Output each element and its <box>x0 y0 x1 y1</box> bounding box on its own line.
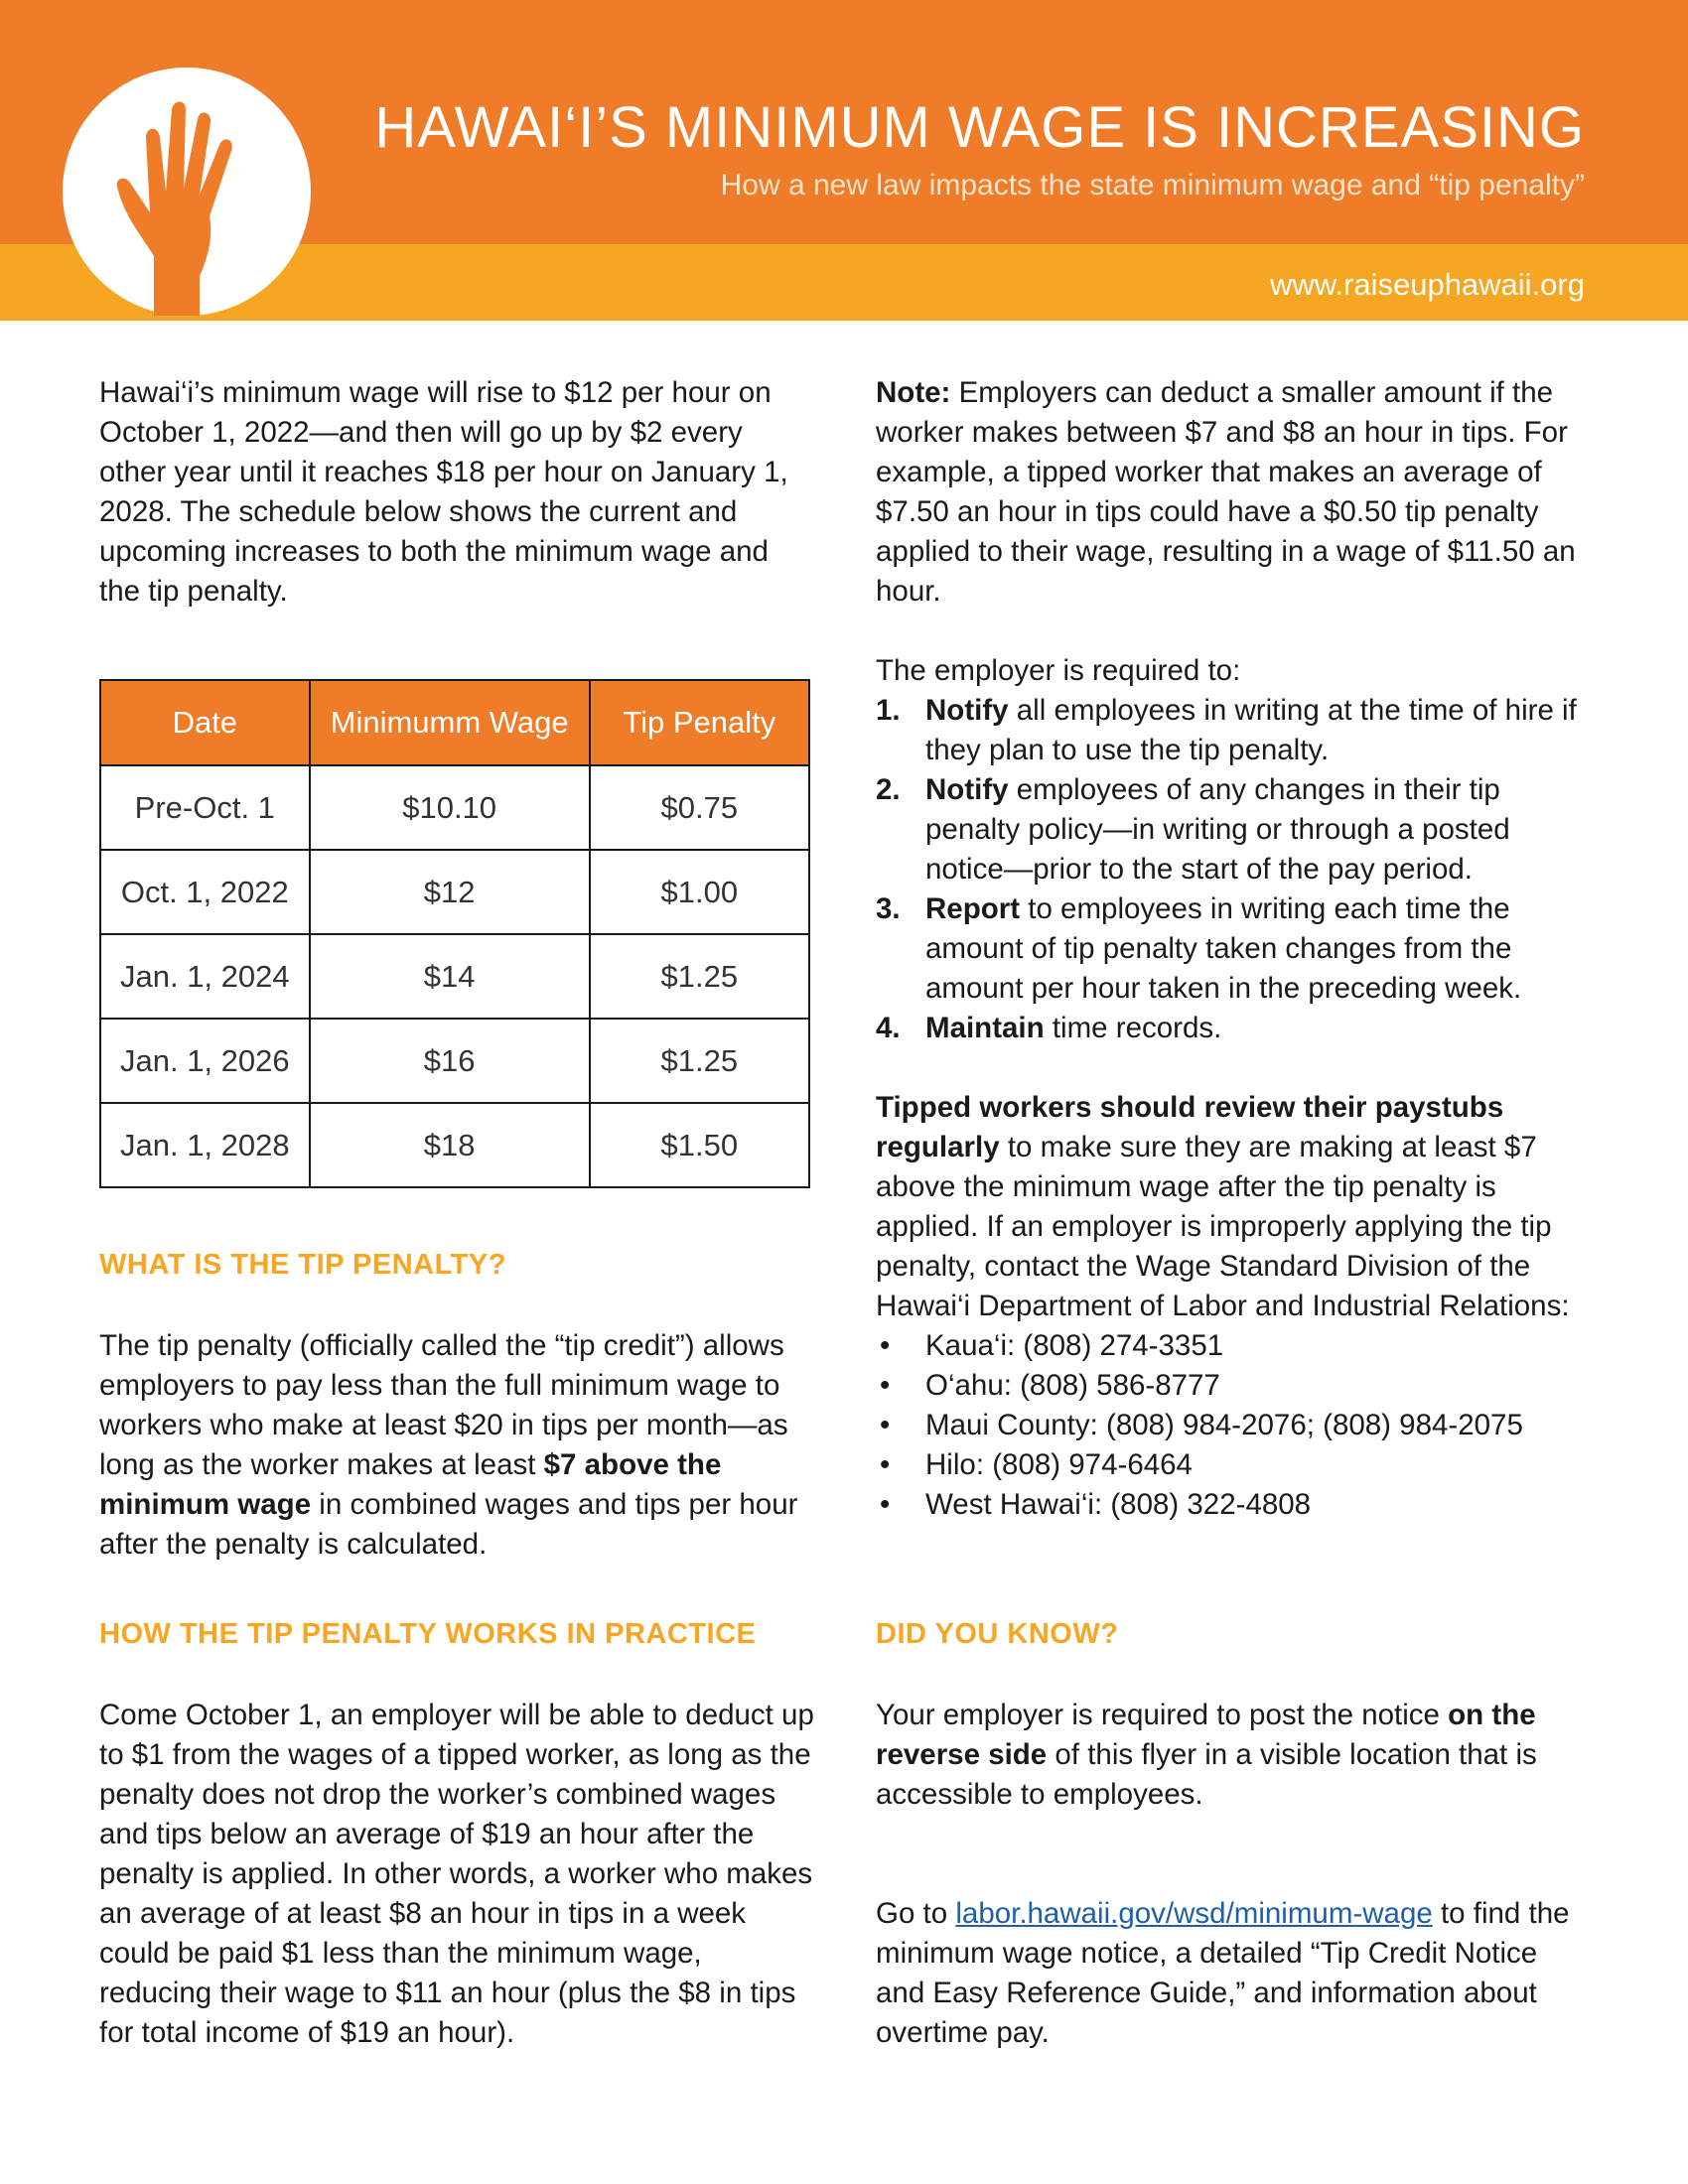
list-item-bold: Notify <box>925 773 1009 806</box>
page-title: HAWAI‘I’S MINIMUM WAGE IS INCREASING <box>374 95 1585 160</box>
requirements-intro: The employer is required to: <box>876 654 1241 687</box>
table-cell-penalty: $1.50 <box>590 1103 809 1187</box>
did-you-know-paragraph <box>876 1696 1591 1815</box>
list-item <box>876 1009 1591 1048</box>
table-cell-penalty: $1.00 <box>590 850 809 934</box>
note-text: Employers can deduct a smaller amount if the worker makes between $7 and $8 an hour in tips. For example, a tipped worker that makes an average of $7.50 an hour in tips could have a $0.50 tip penalty applied to their wage, resulting in a wage of $11.50 an hour. <box>876 376 1576 608</box>
table-cell-date: Jan. 1, 2028 <box>100 1103 310 1187</box>
table-cell-wage: $10.10 <box>310 765 590 850</box>
page-subtitle: How a new law impacts the state minimum wage and “tip penalty” <box>720 169 1585 202</box>
contact-text: Maui County: (808) 984-2076; (808) 984-2075 <box>925 1409 1523 1441</box>
list-number: 3. <box>876 892 901 925</box>
practice-paragraph <box>99 1696 814 2053</box>
table-row <box>100 1019 809 1103</box>
intro-text: Hawai‘i’s minimum wage will rise to $12 per hour on October 1, 2022—and then will go up by $2 every other year until it reaches $18 per hour on January 1, 2028. The schedule below shows the current and upcoming increases to both the minimum wage and the tip penalty. <box>99 376 788 608</box>
list-item <box>876 1406 1591 1445</box>
review-text: to make sure they are making at least $7 above the minimum wage after the tip penalty is applied. If an employer is improperly applying the tip penalty, contact the Wage Standard Division of the Hawai‘i Department of Labor and Industrial Relations: <box>876 1131 1570 1322</box>
website-link[interactable]: www.raiseuphawaii.org <box>1269 267 1585 302</box>
right-column <box>876 373 1591 1525</box>
requirements-list <box>876 691 1591 1048</box>
list-item <box>876 1445 1591 1485</box>
goto-text: Go to <box>876 1897 956 1930</box>
table-row <box>100 765 809 850</box>
list-number: 2. <box>876 773 901 806</box>
did-you-know-bold: on the reverse side <box>876 1699 1536 1771</box>
contact-text: West Hawai‘i: (808) 322-4808 <box>925 1488 1312 1521</box>
did-you-know-heading: DID YOU KNOW? <box>876 1618 1119 1650</box>
minimum-wage-link[interactable]: labor.hawaii.gov/wsd/minimum-wage <box>955 1897 1433 1930</box>
table-cell-wage: $14 <box>310 934 590 1019</box>
table-cell-penalty: $1.25 <box>590 934 809 1019</box>
contact-list <box>876 1326 1591 1525</box>
tip-penalty-bold: $7 above the minimum wage <box>99 1448 722 1521</box>
review-bold: Tipped workers should review their paystubs regularly <box>876 1091 1504 1163</box>
contact-text: Kaua‘i: (808) 274-3351 <box>925 1329 1224 1362</box>
logo <box>63 68 311 316</box>
wage-schedule-table <box>99 679 810 1188</box>
table-header-cell: Minimumm Wage <box>310 680 590 765</box>
review-paragraph <box>876 1088 1591 1326</box>
list-item-bold: Maintain <box>925 1012 1045 1044</box>
practice-text: Come October 1, an employer will be able to deduct up to $1 from the wages of a tipped worker, as long as the penalty does not drop the worker’s combined wages and tips below an average of $19 an hour after the penalty is applied. In other words, a worker who makes an average of at least $8 an hour in tips in a week could be paid $1 less than the minimum wage, reducing their wage to $11 an hour (plus the $8 in tips for total income of $19 an hour). <box>99 1699 814 2049</box>
tip-penalty-heading: WHAT IS THE TIP PENALTY? <box>99 1249 506 1281</box>
table-row <box>100 934 809 1019</box>
table-row <box>100 850 809 934</box>
table-cell-penalty: $1.25 <box>590 1019 809 1103</box>
note-label: Note: <box>876 376 951 409</box>
goto-text-end: to find the minimum wage notice, a detailed “Tip Credit Notice and Easy Reference Guide,” and information about overtime pay. <box>876 1897 1570 2049</box>
list-item-bold: Report <box>925 892 1021 925</box>
bullet: • <box>880 1488 891 1521</box>
did-you-know-text: Your employer is required to post the notice <box>876 1699 1449 1731</box>
list-item-text: employees of any changes in their tip penalty policy—in writing or through a posted notice—prior to the start of the pay period. <box>925 773 1510 886</box>
table-cell-date: Oct. 1, 2022 <box>100 850 310 934</box>
contact-text: O‘ahu: (808) 586-8777 <box>925 1369 1220 1402</box>
list-number: 4. <box>876 1012 901 1044</box>
table-row <box>100 1103 809 1187</box>
bullet: • <box>880 1329 891 1362</box>
table-cell-penalty: $0.75 <box>590 765 809 850</box>
bullet: • <box>880 1369 891 1402</box>
bullet: • <box>880 1448 891 1481</box>
list-item <box>876 691 1591 770</box>
list-item <box>876 770 1591 889</box>
list-item-text: all employees in writing at the time of hire if they plan to use the tip penalty. <box>925 694 1577 766</box>
contact-text: Hilo: (808) 974-6464 <box>925 1448 1193 1481</box>
table-cell-wage: $18 <box>310 1103 590 1187</box>
table-header-row <box>100 680 809 765</box>
table-cell-date: Jan. 1, 2024 <box>100 934 310 1019</box>
practice-heading: HOW THE TIP PENALTY WORKS IN PRACTICE <box>99 1618 757 1650</box>
table-header-cell: Date <box>100 680 310 765</box>
tip-penalty-paragraph <box>99 1326 814 1565</box>
raised-hand-icon <box>63 68 311 316</box>
list-item <box>876 1326 1591 1366</box>
list-item-text: time records. <box>1044 1012 1222 1044</box>
table-cell-wage: $16 <box>310 1019 590 1103</box>
did-you-know-text-end: of this flyer in a visible location that is accessible to employees. <box>876 1738 1537 1811</box>
intro-paragraph <box>99 373 814 612</box>
tip-penalty-text-end: in combined wages and tips per hour after the penalty is calculated. <box>99 1488 798 1561</box>
list-item-text: to employees in writing each time the amount of tip penalty taken changes from the amount per hour taken in the preceding week. <box>925 892 1522 1005</box>
list-item <box>876 889 1591 1009</box>
list-item-bold: Notify <box>925 694 1009 727</box>
goto-paragraph <box>876 1894 1591 2053</box>
list-item <box>876 1366 1591 1406</box>
list-number: 1. <box>876 694 901 727</box>
list-item <box>876 1485 1591 1525</box>
note-paragraph <box>876 373 1591 612</box>
bullet: • <box>880 1409 891 1441</box>
table-cell-date: Jan. 1, 2026 <box>100 1019 310 1103</box>
tip-penalty-text: The tip penalty (officially called the “tip credit”) allows employers to pay less than the full minimum wage to workers who make at least $20 in tips per month—as long as the worker makes at least <box>99 1329 788 1481</box>
table-cell-wage: $12 <box>310 850 590 934</box>
table-header-cell: Tip Penalty <box>590 680 809 765</box>
table-cell-date: Pre-Oct. 1 <box>100 765 310 850</box>
